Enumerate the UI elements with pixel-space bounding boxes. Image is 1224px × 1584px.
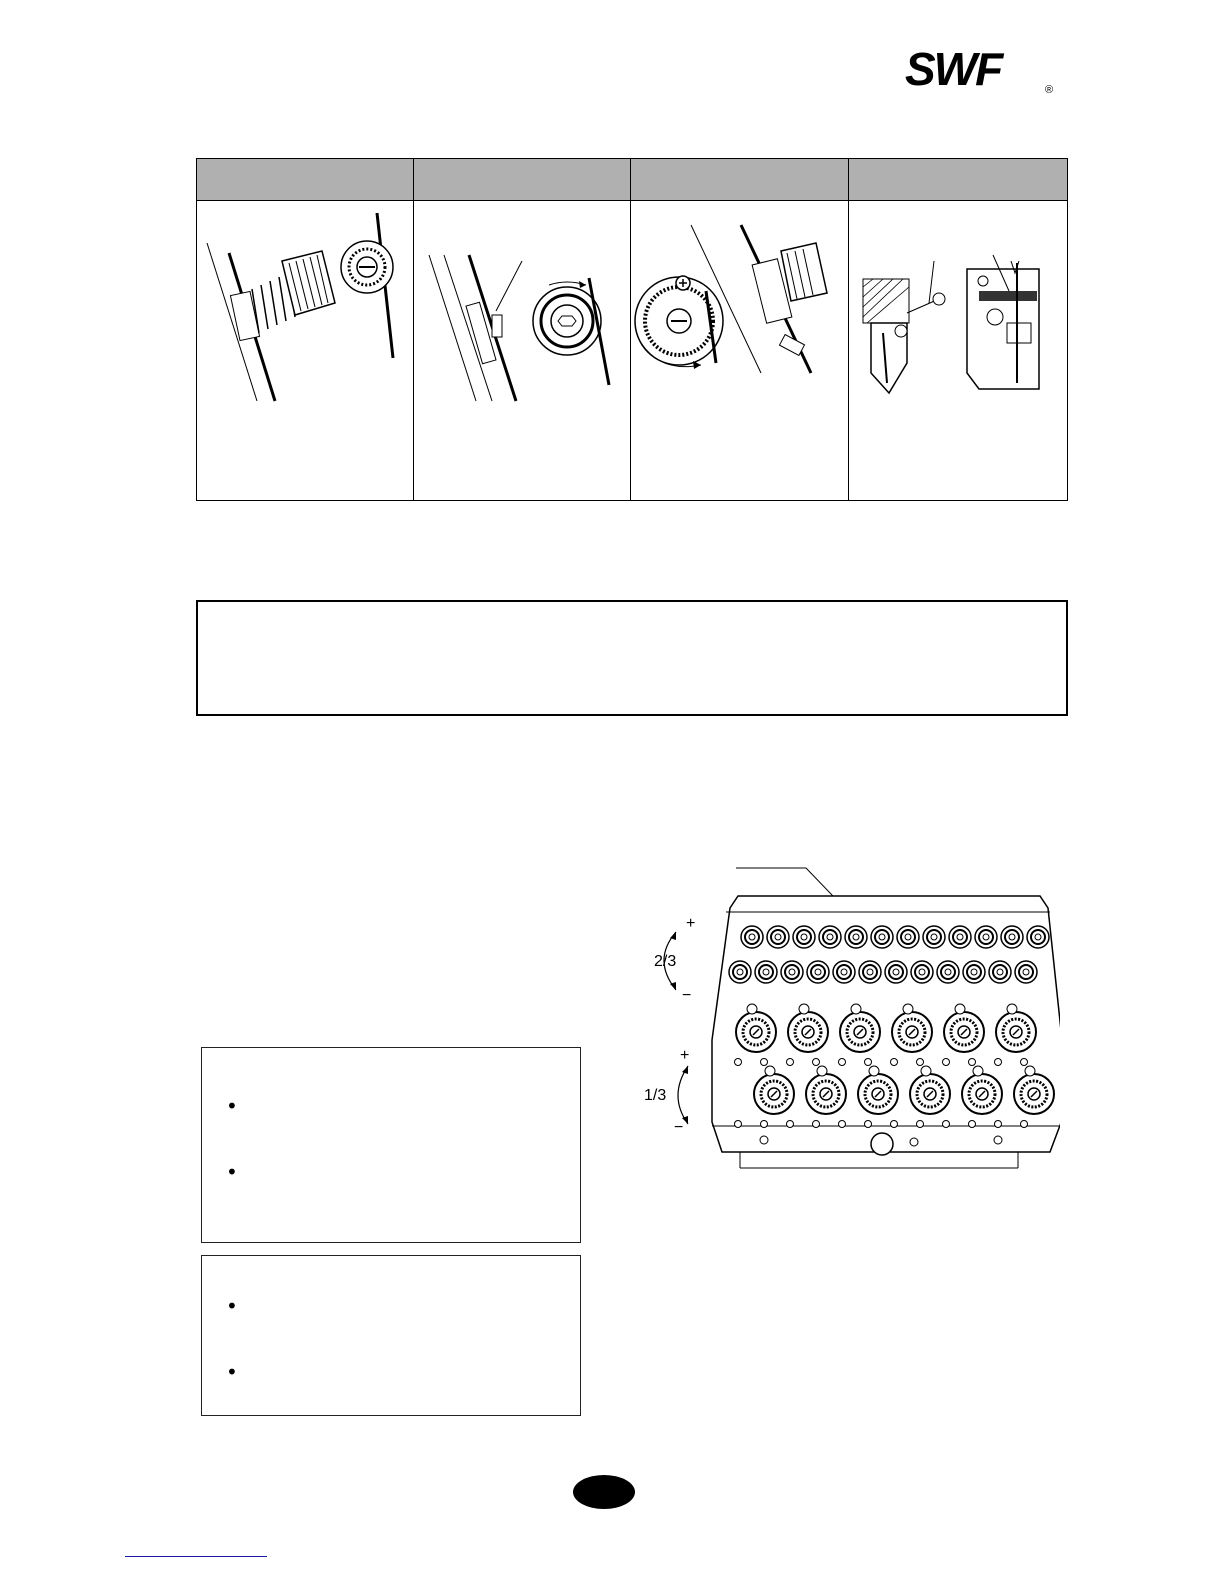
upper-minus: − [682,987,692,1004]
tension-disc[interactable] [975,926,997,948]
footer-link[interactable] [125,1556,267,1557]
lower-plus: + [680,1047,690,1064]
parts-table [196,158,1068,501]
tension-disc[interactable] [989,961,1011,983]
swf-logo [905,45,1065,95]
tension-base-diagram [630,860,1060,1180]
tension-disc[interactable] [963,961,985,983]
tension-disc[interactable] [819,926,841,948]
page-number-badge [573,1475,635,1509]
tension-disc[interactable] [871,926,893,948]
lower-ratio: 1/3 [644,1087,667,1104]
tension-disc[interactable] [937,961,959,983]
lower-minus: − [674,1119,684,1136]
tension-disc[interactable] [911,961,933,983]
upper-plus: + [686,915,696,932]
tension-disc[interactable] [845,926,867,948]
bullet-point: • [226,1094,238,1118]
tension-disc[interactable] [793,926,815,948]
tension-disc[interactable] [885,961,907,983]
lower-adjust-arrow [678,1066,688,1124]
tension-disc[interactable] [949,926,971,948]
center-knob [871,1133,893,1155]
needle-bar-illustration [849,203,1067,423]
rotary-tension-illustration [631,203,847,423]
thread-guide-illustration [414,203,630,423]
tension-knob-illustration [197,203,413,423]
bullet-point: • [226,1360,238,1384]
table-header-cell-4 [849,159,1067,201]
tension-disc[interactable] [741,926,763,948]
tension-disc[interactable] [897,926,919,948]
tension-disc[interactable] [833,961,855,983]
tension-disc[interactable] [729,961,751,983]
tension-disc[interactable] [807,961,829,983]
tension-disc[interactable] [1015,961,1037,983]
note-box [196,600,1068,716]
table-header-cell-3 [631,159,849,201]
tension-disc[interactable] [755,961,777,983]
tension-disc[interactable] [1001,926,1023,948]
bullet-box-lower [201,1255,581,1416]
registered-mark: ® [1045,84,1054,95]
upper-ratio: 2/3 [654,953,677,970]
table-header-cell-1 [197,159,414,201]
tension-disc[interactable] [767,926,789,948]
bullet-point: • [226,1294,238,1318]
tension-disc[interactable] [1027,926,1049,948]
bullet-box-upper [201,1047,581,1243]
table-header-cell-2 [414,159,631,201]
bullet-point: • [226,1160,238,1184]
logo-wordmark: SWF [905,45,1002,95]
tension-disc[interactable] [781,961,803,983]
tension-disc[interactable] [859,961,881,983]
tension-disc[interactable] [923,926,945,948]
